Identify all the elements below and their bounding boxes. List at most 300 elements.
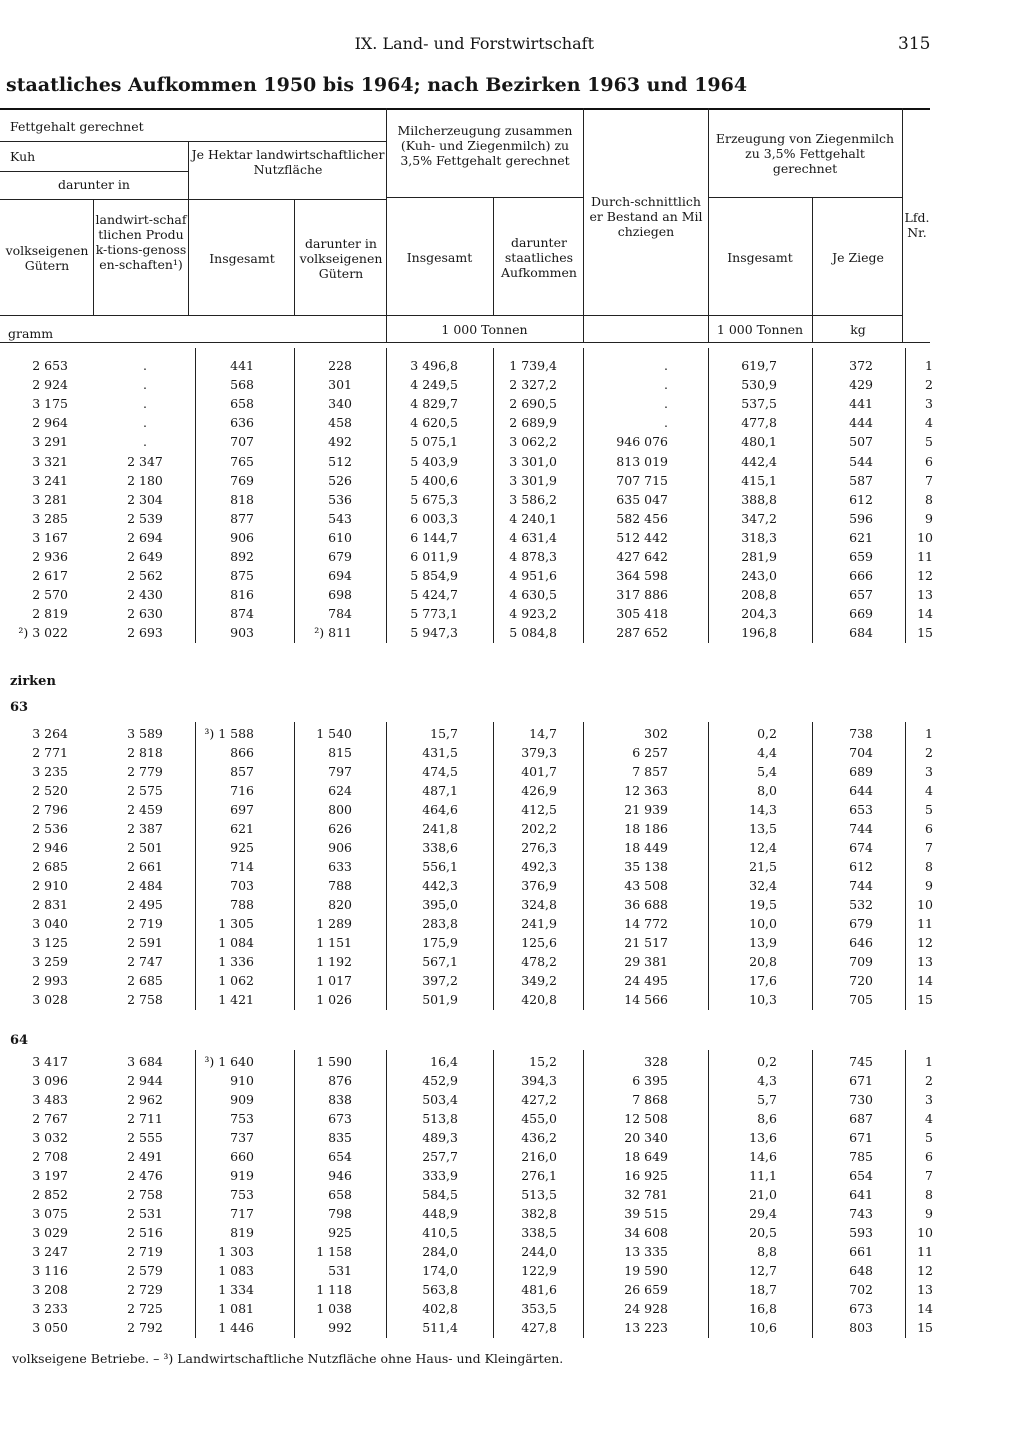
cell-je-hektar-volkseigen: 820 bbox=[328, 897, 352, 912]
cell-volkseigen: 2 725 bbox=[127, 1301, 163, 1316]
cell-je-ziege: 441 bbox=[849, 396, 873, 412]
cell-kuh-gesamt: 2 852 bbox=[32, 1187, 68, 1202]
cell-lfd-nr: 14 bbox=[917, 606, 933, 622]
cell-je-hektar-volkseigen: 797 bbox=[328, 764, 352, 779]
cell-je-ziege: 702 bbox=[849, 1282, 873, 1297]
cell-lfd-nr: 11 bbox=[917, 549, 933, 564]
unit-kg: kg bbox=[850, 322, 866, 337]
cell-milch-insgesamt: 5 854,9 bbox=[410, 568, 458, 584]
cell-milch-staatlich: 492,3 bbox=[521, 859, 557, 874]
cell-ziegenmilch-insgesamt: 21,0 bbox=[749, 1187, 777, 1202]
cell-volkseigen: 2 347 bbox=[127, 453, 163, 469]
header-kuh: Kuh bbox=[10, 149, 36, 164]
cell-je-hektar-volkseigen: 1 192 bbox=[316, 954, 352, 969]
cell-volkseigen: 2 555 bbox=[127, 1130, 163, 1145]
cell-milch-staatlich: 3 062,2 bbox=[509, 434, 557, 450]
cell-je-hektar: 909 bbox=[230, 1092, 254, 1107]
cell-milch-insgesamt: 402,8 bbox=[422, 1301, 458, 1316]
cell-kuh-gesamt: 2 685 bbox=[32, 859, 68, 874]
cell-je-hektar-volkseigen: 876 bbox=[328, 1073, 352, 1088]
cell-je-hektar: 753 bbox=[230, 1187, 254, 1202]
cell-ziegenmilch-insgesamt: 8,0 bbox=[757, 783, 777, 798]
cell-je-hektar-volkseigen: 906 bbox=[328, 840, 352, 855]
cell-ziegenmilch-insgesamt: 12,4 bbox=[749, 840, 777, 855]
cell-milch-insgesamt: 395,0 bbox=[422, 897, 458, 912]
cell-je-ziege: 507 bbox=[849, 434, 873, 450]
cell-kuh-gesamt: 2 767 bbox=[32, 1111, 68, 1126]
cell-je-hektar: 925 bbox=[230, 840, 254, 855]
cell-lfd-nr: 10 bbox=[917, 1225, 933, 1240]
table-row bbox=[0, 783, 1024, 802]
cell-kuh-gesamt: 2 536 bbox=[32, 821, 68, 836]
cell-je-hektar-volkseigen: 536 bbox=[328, 491, 352, 507]
cell-kuh-gesamt: 3 241 bbox=[32, 472, 68, 488]
cell-volkseigen: 2 747 bbox=[127, 954, 163, 969]
cell-volkseigen: 3 684 bbox=[127, 1054, 163, 1069]
cell-volkseigen: 2 711 bbox=[127, 1111, 163, 1126]
cell-je-ziege: 738 bbox=[849, 726, 873, 741]
cell-milch-insgesamt: 513,8 bbox=[422, 1111, 458, 1126]
header-bestand: Durch-schnittlicher Bestand an Milchziegen bbox=[589, 194, 703, 239]
cell-milch-insgesamt: 563,8 bbox=[422, 1282, 458, 1297]
cell-je-hektar-volkseigen: 1 540 bbox=[316, 726, 352, 741]
cell-ziegenmilch-insgesamt: 347,2 bbox=[741, 510, 777, 526]
table-row bbox=[0, 1149, 1024, 1168]
cell-milch-staatlich: 376,9 bbox=[521, 878, 557, 893]
cell-je-hektar-volkseigen: 1 118 bbox=[316, 1282, 352, 1297]
rule-under-ziegen bbox=[708, 197, 902, 198]
cell-je-hektar: 1 305 bbox=[218, 916, 254, 931]
cell-je-hektar: 714 bbox=[230, 859, 254, 874]
table-row bbox=[0, 1206, 1024, 1225]
col-rule-1 bbox=[93, 199, 94, 315]
cell-je-hektar-volkseigen: 800 bbox=[328, 802, 352, 817]
cell-je-hektar-volkseigen: 1 289 bbox=[316, 916, 352, 931]
cell-je-hektar-volkseigen: 798 bbox=[328, 1206, 352, 1221]
cell-lfd-nr: 15 bbox=[917, 1320, 933, 1335]
cell-milch-staatlich: 4 630,5 bbox=[509, 587, 557, 603]
cell-je-hektar-volkseigen: 610 bbox=[328, 529, 352, 545]
cell-lfd-nr: 1 bbox=[925, 726, 933, 741]
cell-je-hektar: 737 bbox=[230, 1130, 254, 1145]
cell-kuh-gesamt: 2 771 bbox=[32, 745, 68, 760]
col-rule-3 bbox=[294, 199, 295, 315]
cell-je-hektar: 1 081 bbox=[218, 1301, 254, 1316]
cell-kuh-gesamt: 2 831 bbox=[32, 897, 68, 912]
cell-je-ziege: 532 bbox=[849, 897, 873, 912]
cell-ziegenmilch-insgesamt: 8,6 bbox=[757, 1111, 777, 1126]
cell-milchziegen-bestand: . bbox=[664, 415, 668, 431]
cell-kuh-gesamt: 2 910 bbox=[32, 878, 68, 893]
cell-milch-staatlich: 3 586,2 bbox=[509, 491, 557, 507]
cell-ziegenmilch-insgesamt: 12,7 bbox=[749, 1263, 777, 1278]
cell-je-hektar-volkseigen: 543 bbox=[328, 510, 352, 526]
cell-milch-insgesamt: 283,8 bbox=[422, 916, 458, 931]
cell-kuh-gesamt: 2 924 bbox=[32, 377, 68, 393]
cell-milch-staatlich: 4 923,2 bbox=[509, 606, 557, 622]
cell-milch-insgesamt: 4 620,5 bbox=[410, 415, 458, 431]
cell-je-hektar-volkseigen: 626 bbox=[328, 821, 352, 836]
cell-je-hektar-volkseigen: 925 bbox=[328, 1225, 352, 1240]
cell-lfd-nr: 3 bbox=[925, 396, 933, 412]
cell-je-ziege: 689 bbox=[849, 764, 873, 779]
unit-gramm: gramm bbox=[8, 326, 54, 341]
cell-milch-insgesamt: 431,5 bbox=[422, 745, 458, 760]
table-row bbox=[0, 992, 1024, 1011]
cell-lfd-nr: 14 bbox=[917, 1301, 933, 1316]
table-row bbox=[0, 549, 1024, 568]
table-row bbox=[0, 625, 1024, 644]
cell-milch-staatlich: 216,0 bbox=[521, 1149, 557, 1164]
cell-je-hektar: 765 bbox=[230, 453, 254, 469]
table-row bbox=[0, 358, 1024, 377]
cell-lfd-nr: 12 bbox=[917, 935, 933, 950]
cell-milch-staatlich: 379,3 bbox=[521, 745, 557, 760]
table-row bbox=[0, 492, 1024, 511]
section-label-1963: 63 bbox=[10, 700, 29, 715]
cell-kuh-gesamt: 3 235 bbox=[32, 764, 68, 779]
cell-lfd-nr: 9 bbox=[925, 878, 933, 893]
cell-lfd-nr: 4 bbox=[925, 783, 933, 798]
cell-je-ziege: 720 bbox=[849, 973, 873, 988]
table-row bbox=[0, 821, 1024, 840]
cell-je-hektar: 1 446 bbox=[218, 1320, 254, 1335]
cell-je-ziege: 674 bbox=[849, 840, 873, 855]
unit-tonnen-a: 1 000 Tonnen bbox=[441, 322, 528, 337]
cell-milchziegen-bestand: 364 598 bbox=[616, 568, 668, 584]
cell-milch-insgesamt: 489,3 bbox=[422, 1130, 458, 1145]
cell-ziegenmilch-insgesamt: 16,8 bbox=[749, 1301, 777, 1316]
header-je-hektar: Je Hektar landwirtschaftlicher Nutzfläche bbox=[191, 147, 385, 177]
cell-milch-insgesamt: 5 424,7 bbox=[410, 587, 458, 603]
cell-je-hektar-volkseigen: 838 bbox=[328, 1092, 352, 1107]
cell-lfd-nr: 11 bbox=[917, 916, 933, 931]
cell-milch-staatlich: 276,3 bbox=[521, 840, 557, 855]
cell-ziegenmilch-insgesamt: 619,7 bbox=[741, 358, 777, 373]
cell-volkseigen: . bbox=[143, 415, 147, 431]
cell-kuh-gesamt: 3 096 bbox=[32, 1073, 68, 1088]
rule-under-units bbox=[0, 342, 930, 343]
cell-milchziegen-bestand: 29 381 bbox=[624, 954, 668, 969]
cell-milchziegen-bestand: 24 928 bbox=[624, 1301, 668, 1316]
cell-milch-staatlich: 513,5 bbox=[521, 1187, 557, 1202]
cell-milchziegen-bestand: . bbox=[664, 377, 668, 393]
cell-volkseigen: 2 818 bbox=[127, 745, 163, 760]
table-row bbox=[0, 1320, 1024, 1339]
cell-je-ziege: 671 bbox=[849, 1130, 873, 1145]
cell-milchziegen-bestand: 12 363 bbox=[624, 783, 668, 798]
cell-milch-insgesamt: 5 400,6 bbox=[410, 472, 458, 488]
cell-ziegenmilch-insgesamt: 20,8 bbox=[749, 954, 777, 969]
cell-ziegenmilch-insgesamt: 13,6 bbox=[749, 1130, 777, 1145]
cell-lfd-nr: 13 bbox=[917, 1282, 933, 1297]
cell-je-hektar-volkseigen: 673 bbox=[328, 1111, 352, 1126]
cell-je-ziege: 661 bbox=[849, 1244, 873, 1259]
cell-ziegenmilch-insgesamt: 4,3 bbox=[757, 1073, 777, 1088]
cell-je-hektar-volkseigen: 633 bbox=[328, 859, 352, 874]
cell-je-ziege: 704 bbox=[849, 745, 873, 760]
cell-je-hektar: 866 bbox=[230, 745, 254, 760]
cell-je-hektar-volkseigen: 1 017 bbox=[316, 973, 352, 988]
cell-je-hektar: 1 083 bbox=[218, 1263, 254, 1278]
cell-lfd-nr: 7 bbox=[925, 840, 933, 855]
cell-milch-insgesamt: 338,6 bbox=[422, 840, 458, 855]
header-darunter-in: darunter in bbox=[58, 177, 130, 192]
cell-milch-insgesamt: 16,4 bbox=[430, 1054, 458, 1069]
cell-milchziegen-bestand: 32 781 bbox=[624, 1187, 668, 1202]
cell-je-ziege: 744 bbox=[849, 821, 873, 836]
table-row bbox=[0, 568, 1024, 587]
cell-ziegenmilch-insgesamt: 29,4 bbox=[749, 1206, 777, 1221]
cell-kuh-gesamt: 2 993 bbox=[32, 973, 68, 988]
cell-kuh-gesamt: 2 617 bbox=[32, 568, 68, 584]
cell-je-hektar-volkseigen: 1 158 bbox=[316, 1244, 352, 1259]
cell-volkseigen: 2 719 bbox=[127, 1244, 163, 1259]
cell-volkseigen: . bbox=[143, 358, 147, 373]
cell-kuh-gesamt: 3 321 bbox=[32, 453, 68, 469]
cell-volkseigen: 3 589 bbox=[127, 726, 163, 741]
cell-volkseigen: 2 779 bbox=[127, 764, 163, 779]
cell-volkseigen: 2 459 bbox=[127, 802, 163, 817]
cell-je-hektar: 874 bbox=[230, 606, 254, 622]
cell-volkseigen: 2 575 bbox=[127, 783, 163, 798]
col-rule-2 bbox=[188, 141, 189, 315]
cell-je-hektar-volkseigen: 784 bbox=[328, 606, 352, 622]
cell-je-hektar-volkseigen: 815 bbox=[328, 745, 352, 760]
cell-je-ziege: 744 bbox=[849, 878, 873, 893]
cell-milch-staatlich: 1 739,4 bbox=[509, 358, 557, 373]
cell-kuh-gesamt: ²) 3 022 bbox=[18, 625, 68, 641]
cell-milchziegen-bestand: 7 857 bbox=[632, 764, 668, 779]
cell-kuh-gesamt: 3 264 bbox=[32, 726, 68, 741]
cell-volkseigen: 2 531 bbox=[127, 1206, 163, 1221]
cell-milch-insgesamt: 397,2 bbox=[422, 973, 458, 988]
cell-kuh-gesamt: 2 936 bbox=[32, 549, 68, 564]
cell-milch-insgesamt: 174,0 bbox=[422, 1263, 458, 1278]
cell-milch-insgesamt: 5 675,3 bbox=[410, 491, 458, 507]
cell-lfd-nr: 8 bbox=[925, 859, 933, 874]
cell-milch-staatlich: 382,8 bbox=[521, 1206, 557, 1221]
header-insgesamt-a: Insgesamt bbox=[209, 251, 275, 266]
cell-je-hektar-volkseigen: 1 151 bbox=[316, 935, 352, 950]
cell-lfd-nr: 3 bbox=[925, 764, 933, 779]
cell-je-hektar-volkseigen: 1 590 bbox=[316, 1054, 352, 1069]
col-rule-6 bbox=[583, 108, 584, 342]
cell-je-hektar-volkseigen: 654 bbox=[328, 1149, 352, 1164]
cell-je-ziege: 684 bbox=[849, 625, 873, 641]
cell-lfd-nr: 5 bbox=[925, 1130, 933, 1145]
cell-milchziegen-bestand: 287 652 bbox=[616, 625, 668, 641]
table-row bbox=[0, 606, 1024, 625]
cell-je-ziege: 653 bbox=[849, 802, 873, 817]
cell-milchziegen-bestand: 302 bbox=[644, 726, 668, 741]
cell-milchziegen-bestand: 12 508 bbox=[624, 1111, 668, 1126]
cell-je-ziege: 659 bbox=[849, 549, 873, 564]
cell-kuh-gesamt: 3 167 bbox=[32, 529, 68, 545]
cell-kuh-gesamt: 3 281 bbox=[32, 491, 68, 507]
cell-milch-staatlich: 436,2 bbox=[521, 1130, 557, 1145]
cell-je-hektar: 875 bbox=[230, 568, 254, 584]
cell-milchziegen-bestand: 6 257 bbox=[632, 745, 668, 760]
header-lpg: landwirt-schaftlichen Produk-tions-genossen-schaften¹) bbox=[95, 212, 187, 272]
cell-milch-insgesamt: 6 003,3 bbox=[410, 510, 458, 526]
cell-volkseigen: 2 661 bbox=[127, 859, 163, 874]
cell-je-ziege: 587 bbox=[849, 472, 873, 488]
cell-kuh-gesamt: 3 050 bbox=[32, 1320, 68, 1335]
cell-je-hektar: ³) 1 588 bbox=[204, 726, 254, 741]
cell-lfd-nr: 2 bbox=[925, 377, 933, 393]
cell-milch-staatlich: 241,9 bbox=[521, 916, 557, 931]
cell-milch-insgesamt: 6 144,7 bbox=[410, 529, 458, 545]
cell-volkseigen: 2 484 bbox=[127, 878, 163, 893]
cell-je-hektar: 910 bbox=[230, 1073, 254, 1088]
cell-ziegenmilch-insgesamt: 196,8 bbox=[741, 625, 777, 641]
cell-ziegenmilch-insgesamt: 388,8 bbox=[741, 491, 777, 507]
cell-je-hektar: 769 bbox=[230, 472, 254, 488]
cell-kuh-gesamt: 2 796 bbox=[32, 802, 68, 817]
cell-kuh-gesamt: 2 819 bbox=[32, 606, 68, 622]
table-row bbox=[0, 726, 1024, 745]
cell-milchziegen-bestand: . bbox=[664, 358, 668, 373]
cell-je-hektar-volkseigen: 531 bbox=[328, 1263, 352, 1278]
cell-je-hektar: 703 bbox=[230, 878, 254, 893]
cell-je-hektar: 568 bbox=[230, 377, 254, 393]
cell-je-ziege: 544 bbox=[849, 453, 873, 469]
cell-je-ziege: 743 bbox=[849, 1206, 873, 1221]
page-number: 315 bbox=[898, 34, 931, 54]
cell-je-hektar-volkseigen: 658 bbox=[328, 1187, 352, 1202]
cell-ziegenmilch-insgesamt: 18,7 bbox=[749, 1282, 777, 1297]
cell-lfd-nr: 7 bbox=[925, 1168, 933, 1183]
cell-milch-staatlich: 349,2 bbox=[521, 973, 557, 988]
cell-volkseigen: 2 962 bbox=[127, 1092, 163, 1107]
cell-milch-staatlich: 276,1 bbox=[521, 1168, 557, 1183]
cell-ziegenmilch-insgesamt: 32,4 bbox=[749, 878, 777, 893]
cell-je-hektar: 788 bbox=[230, 897, 254, 912]
col-rule-5 bbox=[493, 197, 494, 315]
cell-milch-insgesamt: 452,9 bbox=[422, 1073, 458, 1088]
cell-volkseigen: 2 539 bbox=[127, 510, 163, 526]
cell-milch-staatlich: 244,0 bbox=[521, 1244, 557, 1259]
header-lfd-nr: Lfd. Nr. bbox=[904, 210, 930, 240]
cell-volkseigen: 2 579 bbox=[127, 1263, 163, 1278]
cell-lfd-nr: 11 bbox=[917, 1244, 933, 1259]
cell-lfd-nr: 8 bbox=[925, 491, 933, 507]
table-row bbox=[0, 1073, 1024, 1092]
cell-ziegenmilch-insgesamt: 281,9 bbox=[741, 549, 777, 564]
header-fettgehalt: Fettgehalt gerechnet bbox=[10, 119, 144, 134]
cell-milch-insgesamt: 284,0 bbox=[422, 1244, 458, 1259]
cell-milch-staatlich: 3 301,0 bbox=[509, 453, 557, 469]
cell-je-hektar: 636 bbox=[230, 415, 254, 431]
cell-milchziegen-bestand: 35 138 bbox=[624, 859, 668, 874]
cell-ziegenmilch-insgesamt: 477,8 bbox=[741, 415, 777, 431]
header-ziegenmilch: Erzeugung von Ziegenmilch zu 3,5% Fettgehalt gerechnet bbox=[715, 131, 895, 176]
cell-milch-staatlich: 2 327,2 bbox=[509, 377, 557, 393]
cell-je-hektar-volkseigen: 512 bbox=[328, 453, 352, 469]
rule-under-milch bbox=[386, 197, 583, 198]
cell-milchziegen-bestand: 707 715 bbox=[616, 472, 668, 488]
cell-je-ziege: 705 bbox=[849, 992, 873, 1007]
cell-je-hektar-volkseigen: 835 bbox=[328, 1130, 352, 1145]
cell-ziegenmilch-insgesamt: 14,6 bbox=[749, 1149, 777, 1164]
cell-je-hektar: 892 bbox=[230, 549, 254, 564]
cell-kuh-gesamt: 2 653 bbox=[32, 358, 68, 373]
cell-milchziegen-bestand: 16 925 bbox=[624, 1168, 668, 1183]
cell-ziegenmilch-insgesamt: 5,4 bbox=[757, 764, 777, 779]
rule-top bbox=[0, 108, 930, 110]
cell-je-ziege: 372 bbox=[849, 358, 873, 373]
cell-milch-staatlich: 15,2 bbox=[529, 1054, 557, 1069]
cell-milch-insgesamt: 410,5 bbox=[422, 1225, 458, 1240]
cell-milchziegen-bestand: 305 418 bbox=[616, 606, 668, 622]
cell-kuh-gesamt: 2 708 bbox=[32, 1149, 68, 1164]
section-label-1964: 64 bbox=[10, 1033, 29, 1048]
cell-lfd-nr: 8 bbox=[925, 1187, 933, 1202]
cell-ziegenmilch-insgesamt: 20,5 bbox=[749, 1225, 777, 1240]
cell-je-ziege: 444 bbox=[849, 415, 873, 431]
table-row bbox=[0, 511, 1024, 530]
cell-je-hektar-volkseigen: 992 bbox=[328, 1320, 352, 1335]
table-row bbox=[0, 1301, 1024, 1320]
cell-milch-staatlich: 427,8 bbox=[521, 1320, 557, 1335]
cell-volkseigen: 2 694 bbox=[127, 529, 163, 545]
table-row bbox=[0, 530, 1024, 549]
cell-je-ziege: 679 bbox=[849, 916, 873, 931]
cell-je-hektar-volkseigen: 624 bbox=[328, 783, 352, 798]
cell-kuh-gesamt: 2 570 bbox=[32, 587, 68, 603]
table-row bbox=[0, 764, 1024, 783]
table-row bbox=[0, 916, 1024, 935]
cell-milchziegen-bestand: 18 449 bbox=[624, 840, 668, 855]
cell-milchziegen-bestand: 317 886 bbox=[616, 587, 668, 603]
cell-lfd-nr: 3 bbox=[925, 1092, 933, 1107]
cell-kuh-gesamt: 3 075 bbox=[32, 1206, 68, 1221]
cell-milchziegen-bestand: 813 019 bbox=[616, 453, 668, 469]
cell-kuh-gesamt: 3 291 bbox=[32, 434, 68, 450]
cell-lfd-nr: 13 bbox=[917, 954, 933, 969]
cell-volkseigen: . bbox=[143, 396, 147, 412]
cell-kuh-gesamt: 3 040 bbox=[32, 916, 68, 931]
cell-milch-insgesamt: 257,7 bbox=[422, 1149, 458, 1164]
cell-milchziegen-bestand: 21 517 bbox=[624, 935, 668, 950]
cell-je-hektar: 621 bbox=[230, 821, 254, 836]
cell-je-hektar-volkseigen: 788 bbox=[328, 878, 352, 893]
cell-je-hektar-volkseigen: 301 bbox=[328, 377, 352, 393]
cell-lfd-nr: 12 bbox=[917, 1263, 933, 1278]
cell-milch-insgesamt: 15,7 bbox=[430, 726, 458, 741]
cell-lfd-nr: 2 bbox=[925, 745, 933, 760]
cell-ziegenmilch-insgesamt: 21,5 bbox=[749, 859, 777, 874]
cell-milch-staatlich: 2 690,5 bbox=[509, 396, 557, 412]
cell-ziegenmilch-insgesamt: 208,8 bbox=[741, 587, 777, 603]
table-row bbox=[0, 745, 1024, 764]
cell-volkseigen: 2 387 bbox=[127, 821, 163, 836]
cell-je-hektar: 857 bbox=[230, 764, 254, 779]
cell-je-hektar-volkseigen: 458 bbox=[328, 415, 352, 431]
cell-lfd-nr: 10 bbox=[917, 529, 933, 545]
cell-milchziegen-bestand: 328 bbox=[644, 1054, 668, 1069]
cell-je-hektar: 1 336 bbox=[218, 954, 254, 969]
cell-lfd-nr: 6 bbox=[925, 1149, 933, 1164]
cell-je-hektar: 753 bbox=[230, 1111, 254, 1126]
cell-volkseigen: 2 719 bbox=[127, 916, 163, 931]
section-label-zirken: zirken bbox=[10, 674, 56, 689]
table-row bbox=[0, 878, 1024, 897]
cell-je-ziege: 666 bbox=[849, 568, 873, 584]
cell-milch-staatlich: 401,7 bbox=[521, 764, 557, 779]
cell-volkseigen: 2 630 bbox=[127, 606, 163, 622]
